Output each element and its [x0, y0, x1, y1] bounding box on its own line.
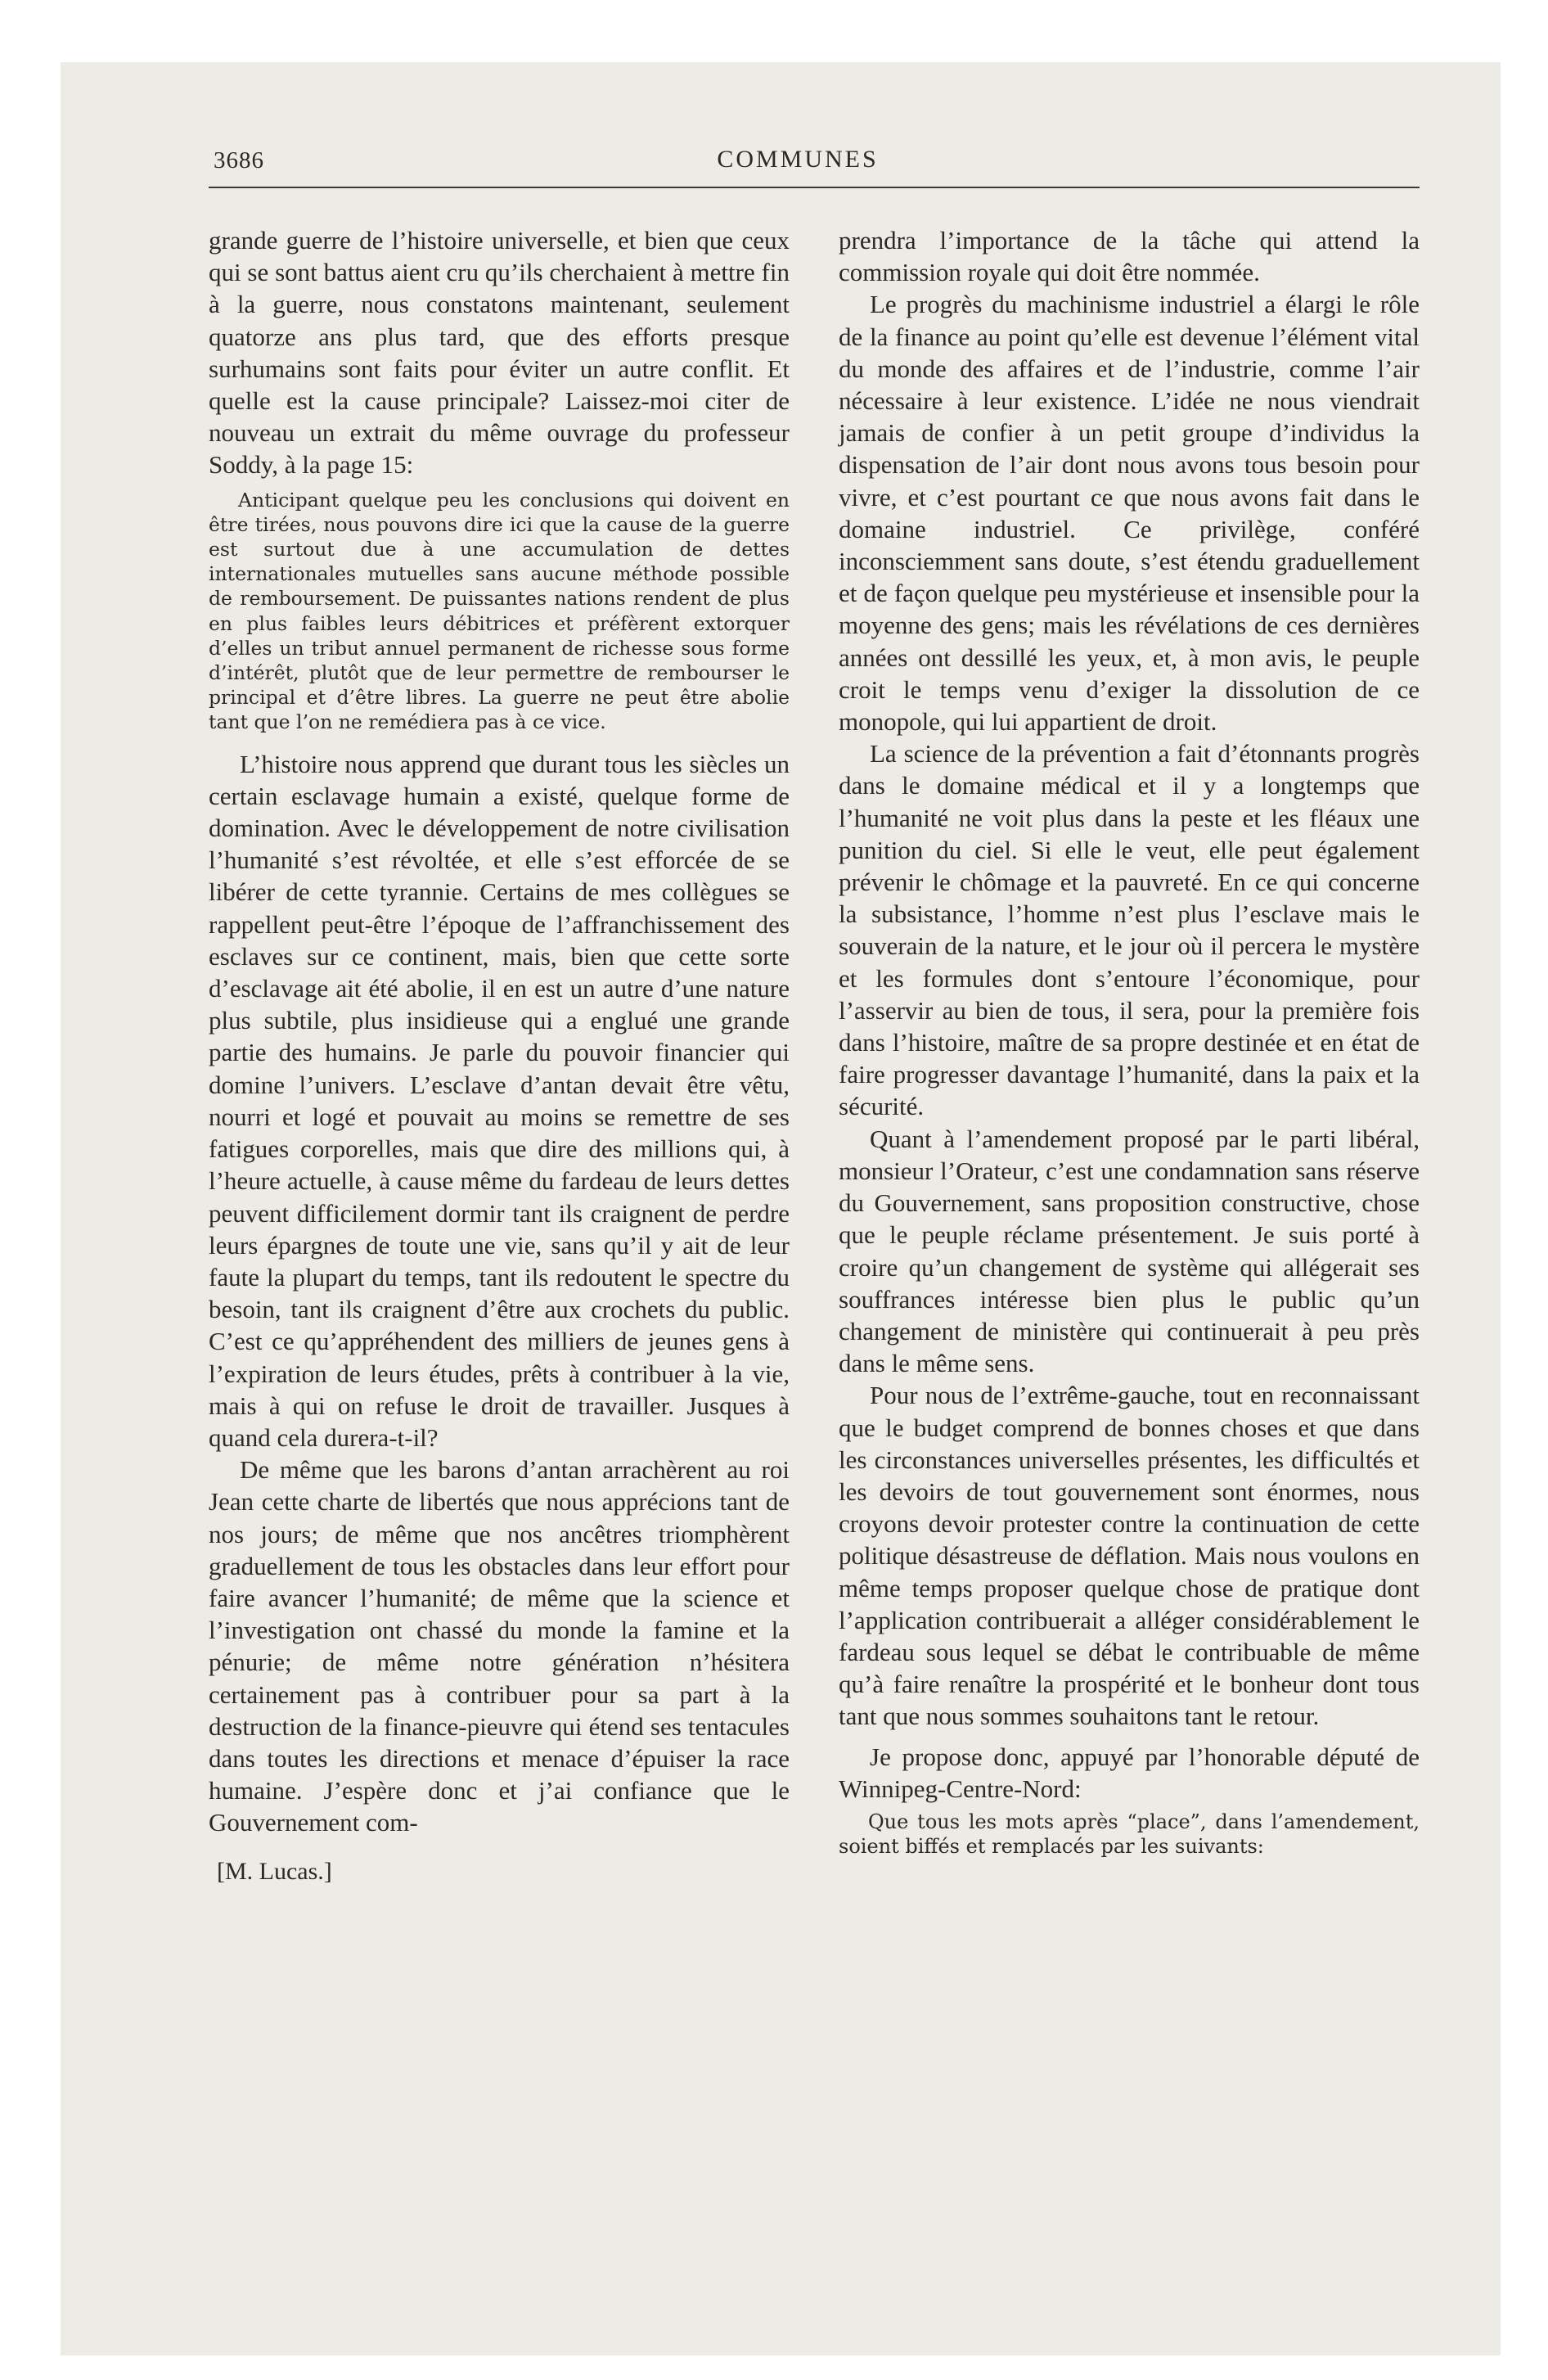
motion-text: Que tous les mots après “place”, dans l’amendement, soient biffés et remplacés par les suivants:: [839, 1810, 1420, 1859]
left-column: [209, 224, 790, 1887]
document-page: [209, 146, 1420, 1885]
amendment-motion: [839, 1810, 1420, 1859]
right-column: [839, 224, 1420, 1887]
page-header: [209, 146, 1420, 188]
soddy-quotation: [209, 488, 790, 735]
left-paragraph-3: De même que les barons d’antan arrachèrent au roi Jean cette charte de libertés que nous apprécions tant de nos jours; de même que nos ancêtres triomphèrent graduellement de tous les obstacles dans leur effort pour faire avancer l’humanité; de même que la science et l’investigation ont chassé du monde la famine et la pénurie; de même notre génération n’hésitera certainement pas à contribuer pour sa part à la destruction de la finance-pieuvre qui étend ses tentacules dans toutes les directions et menace d’épuiser la race humaine. J’espère donc et j’ai confiance que le Gouvernement com-: [209, 1455, 790, 1837]
right-paragraph-1: prendra l’importance de la tâche qui attend la commission royale qui doit être nommée.: [839, 226, 1420, 287]
right-paragraph-2: Le progrès du machinisme industriel a élargi le rôle de la finance au point qu’elle est devenue l’élément vital du monde des affaires et de l’industrie, comme l’air nécessaire à leur existence. L’idée ne nous viendrait jamais de confier à un petit groupe d’individus la dispensation de l’air dont nous avons tous besoin pour vivre, et c’est pourtant ce que nous avons fait dans le domaine industriel. Ce privilège, conféré inconsciemment sans doute, s’est étendu graduellement et de façon quelque peu mystérieuse et insensible pour la moyenne des gens; mais les révélations de ces dernières années ont dessillé les yeux, et, à mon avis, le peuple croit le temps venu d’exiger la dissolution de ce monopole, qui lui appartient de droit.: [839, 290, 1420, 737]
speaker-tag: [M. Lucas.]: [217, 1857, 332, 1885]
right-paragraph-5: Pour nous de l’extrême-gauche, tout en reconnaissant que le budget comprend de bonnes choses et que dans les circonstances universelles présentes, les difficultés et les devoirs de tout gouvernement sont énormes, nous croyons devoir protester contre la continuation de cette politique désastreuse de déflation. Mais nous voulons en même temps proposer quelque chose de pratique dont l’application contribuerait a alléger considérablement le fardeau sous lequel se débat le contribuable de même qu’à faire renaître la prospérité et le bonheur dont tous tant que nous sommes souhaitons tant le retour.: [839, 1381, 1420, 1731]
right-paragraph-4: Quant à l’amendement proposé par le parti libéral, monsieur l’Orateur, c’est une condamnation sans réserve du Gouvernement, sans proposition constructive, chose que le peuple réclame présentement. Je suis porté à croire qu’un changement de système qui allégerait ses souffrances intéresse bien plus le public qu’un changement de ministère qui continuerait à peu près dans le même sens.: [839, 1124, 1420, 1378]
left-paragraph-1: grande guerre de l’histoire universelle, et bien que ceux qui se sont battus aient cru qu’ils cherchaient à mettre fin à la guerre, nous constatons maintenant, seulement quatorze ans plus tard, que des efforts presque surhumains sont faits pour éviter un autre conflit. Et quelle est la cause principale? Laissez-moi citer de nouveau un extrait du même ouvrage du professeur Soddy, à la page 15:: [209, 226, 790, 480]
page-number: 3686: [214, 147, 264, 174]
right-paragraph-6: Je propose donc, appuyé par l’honorable député de Winnipeg-Centre-Nord:: [839, 1742, 1420, 1803]
right-paragraph-3: La science de la prévention a fait d’étonnants progrès dans le domaine médical et il y a longtemps que l’humanité ne voit plus dans la peste et les fléaux une punition du ciel. Si elle le veut, elle peut également prévenir le chômage et la pauvreté. En ce qui concerne la subsistance, l’homme n’est plus l’esclave mais le souverain de la nature, et le jour où il percera le mystère et les formules dont s’entoure l’économique, pour l’asservir au bien de tous, il sera, pour la première fois dans l’histoire, maître de sa propre destinée et en état de faire progresser davantage l’humanité, dans la paix et la sécurité.: [839, 739, 1420, 1121]
quotation-text: Anticipant quelque peu les conclusions qui doivent en être tirées, nous pouvons dire ici que la cause de la guerre est surtout due à une accumulation de dettes internationales mutuelles sans aucune méthode possible de remboursement. De puissantes nations rendent de plus en plus faibles leurs débitrices et préfèrent extorquer d’elles un tribut annuel permanent de richesse sous forme d’intérêt, plutôt que de leur permettre de rembourser le principal et d’être libres. La guerre ne peut être abolie tant que l’on ne remédiera pas à ce vice.: [209, 488, 790, 734]
text-columns: [209, 224, 1420, 1887]
left-paragraph-2: L’histoire nous apprend que durant tous les siècles un certain esclavage humain a existé, quelque forme de domination. Avec le développement de notre civilisation l’humanité s’est révoltée, et elle s’est efforcée de se libérer de cette tyrannie. Certains de mes collègues se rappellent peut-être l’époque de l’affranchissement des esclaves sur ce continent, mais, bien que cette sorte d’esclavage ait été abolie, il en est un autre d’une nature plus subtile, plus insidieuse qui a englué une grande partie des humains. Je parle du pouvoir financier qui domine l’univers. L’esclave d’antan devait être vêtu, nourri et logé et pouvait au moins se remettre de ses fatigues corporelles, mais que dire des millions qui, à l’heure actuelle, à cause même du fardeau de leurs dettes peuvent difficilement dormir tant ils craignent de perdre leurs épargnes de toute une vie, sans qu’il y ait de leur faute la plupart du temps, tant ils redoutent le spectre du besoin, tant ils craignent d’être aux crochets du public. C’est ce qu’appréhendent des milliers de jeunes gens à l’expiration de leurs études, prêts à contribuer à la vie, mais à qui on refuse le droit de travailler. Jusques à quand cela durera-t-il?: [209, 749, 790, 1452]
running-title: COMMUNES: [717, 146, 879, 173]
